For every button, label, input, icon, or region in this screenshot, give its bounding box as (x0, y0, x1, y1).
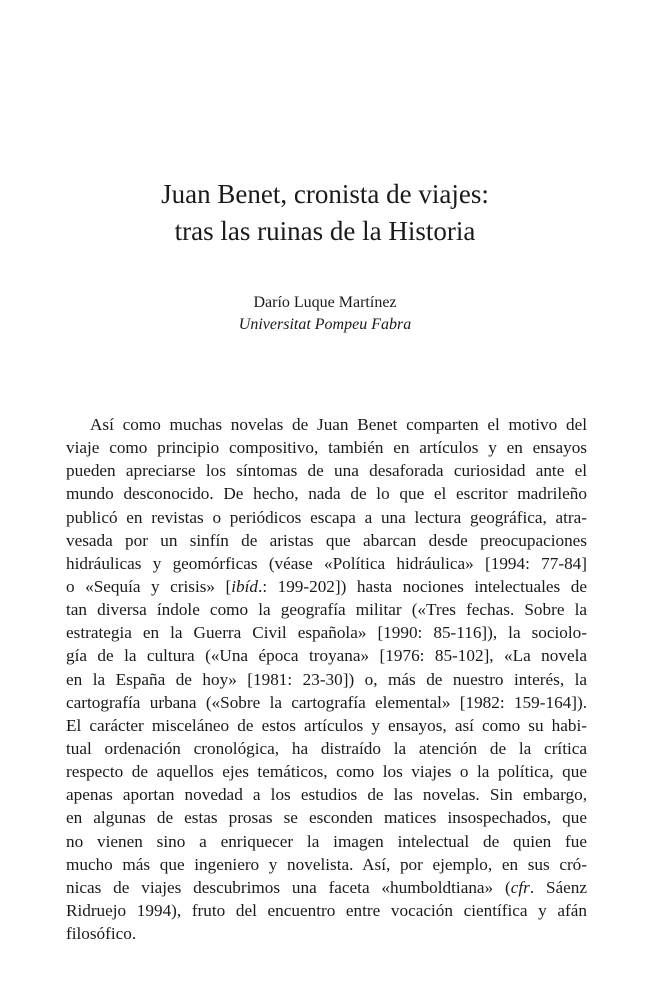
line-text: en algunas de estas prosas se esconden matices insospechados, que (66, 808, 587, 828)
line-text: no vienen sino a enriquecer la imagen intelectual de quien fue (66, 831, 587, 851)
line-text: Así como muchas novelas de Juan Benet comparten el motivo del (90, 415, 587, 434)
paragraph-line (66, 691, 587, 714)
paragraph-line (66, 783, 587, 806)
line-text: o «Sequía y crisis» [ (66, 576, 232, 596)
paragraph-line (66, 552, 587, 575)
paragraph-line (66, 459, 587, 482)
body-paragraph (66, 413, 587, 945)
line-text: respecto de aquellos ejes temáticos, como los viajes o la política, que (66, 762, 587, 782)
paragraph-line (66, 853, 587, 876)
paragraph-line (66, 598, 587, 621)
line-text-continued: . Sáenz (529, 877, 587, 897)
title-line-2: tras las ruinas de la Historia (174, 216, 476, 246)
paragraph-line (66, 760, 587, 783)
article-title (0, 176, 650, 250)
paragraph-line (66, 482, 587, 505)
line-text: mucho más que ingeniero y novelista. Así, por ejemplo, en sus cró- (66, 854, 587, 874)
author-name: Darío Luque Martínez (253, 294, 397, 311)
paragraph-line (66, 806, 587, 829)
line-italic-text: cfr (510, 877, 530, 897)
line-text: tual ordenación cronológica, ha distraído la atención de la crítica (66, 738, 587, 758)
paragraph-line (66, 899, 587, 922)
line-text: vesada por un sinfín de aristas que abarcan desde preocupaciones (66, 530, 587, 550)
line-text: hidráulicas y geomórficas (véase «Política hidráulica» [1994: 77-84] (66, 553, 587, 573)
paragraph-line (66, 621, 587, 644)
line-text: Ridruejo 1994), fruto del encuentro entre vocación científica y afán (66, 900, 587, 920)
paragraph-line (66, 830, 587, 853)
line-text: El carácter misceláneo de estos artículos y ensayos, así como su habi- (66, 715, 587, 735)
paragraph-line (66, 876, 587, 899)
line-text: mundo desconocido. De hecho, nada de lo que el escritor madrileño (66, 484, 587, 504)
line-text: estrategia en la Guerra Civil española» [1990: 85-116]), la sociolo- (66, 623, 587, 643)
byline (0, 292, 650, 336)
paragraph-line (66, 575, 587, 598)
paragraph-line (66, 436, 587, 459)
paragraph-line (66, 737, 587, 760)
paragraph-line (66, 506, 587, 529)
line-text: tan diversa índole como la geografía militar («Tres fechas. Sobre la (66, 600, 587, 620)
line-italic-text: ibíd (231, 576, 259, 596)
line-text: filosófico. (66, 924, 137, 944)
paragraph-line (66, 714, 587, 737)
author-affiliation: Universitat Pompeu Fabra (238, 316, 412, 333)
paragraph-line (66, 413, 587, 436)
line-text: viaje como principio compositivo, también en artículos y en ensayos (66, 438, 587, 458)
paragraph-line (66, 922, 587, 945)
line-text: pueden apreciarse los síntomas de una desaforada curiosidad ante el (66, 461, 587, 481)
line-text: cartografía urbana («Sobre la cartografía elemental» [1982: 159-164]). (66, 692, 587, 712)
line-text: nicas de viajes descubrimos una faceta «humboldtiana» ( (66, 877, 511, 897)
paragraph-line (66, 644, 587, 667)
line-text: gía de la cultura («Una época troyana» [1976: 85-102], «La novela (66, 646, 587, 666)
line-text: apenas aportan novedad a los estudios de las novelas. Sin embargo, (66, 785, 587, 805)
paragraph-line (66, 668, 587, 691)
paragraph-line (66, 529, 587, 552)
title-line-1: Juan Benet, cronista de viajes: (161, 179, 489, 209)
line-text-continued: .: 199-202]) hasta nociones intelectuales de (258, 576, 587, 596)
line-text: publicó en revistas o periódicos escapa a una lectura geográfica, atra- (66, 507, 587, 527)
line-text: en la España de hoy» [1981: 23-30]) o, más de nuestro interés, la (66, 669, 587, 689)
